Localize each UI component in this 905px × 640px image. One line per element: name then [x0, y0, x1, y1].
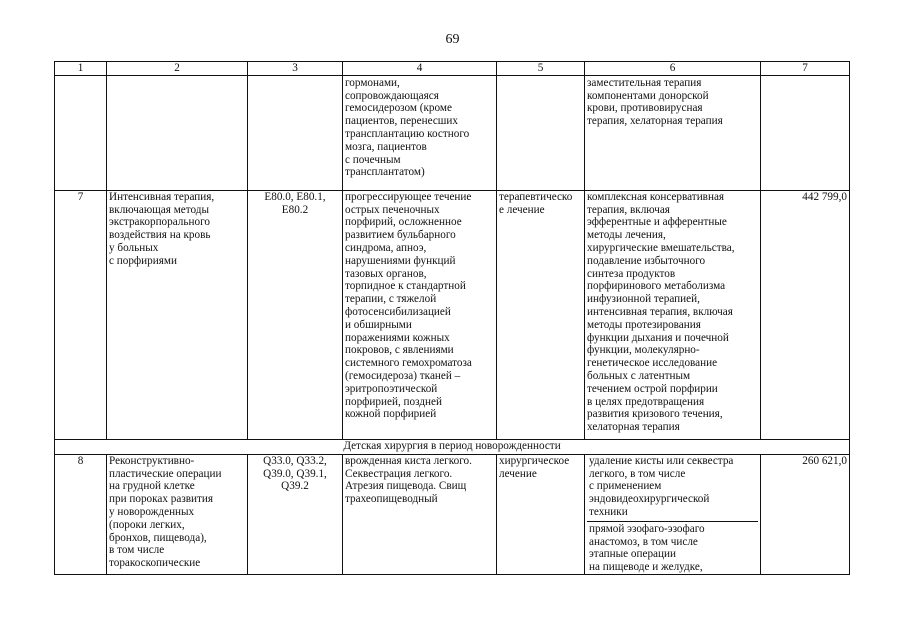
- column-header: 2: [107, 62, 248, 76]
- table-row: [55, 454, 850, 574]
- row-number: [55, 75, 107, 190]
- care-name: [107, 75, 248, 190]
- patient-model: гормонами, сопровождающаяся гемосидерозом (кроме пациентов, перенесших трансплантацию костного мозга, пациентов с почечным трансплантатом): [343, 75, 497, 190]
- treatment-method: заместительная терапия компонентами донорской крови, противовирусная терапия, хелаторная терапия: [585, 75, 761, 190]
- patient-model: врожденная киста легкого. Секвестрация легкого. Атрезия пищевода. Свищ трахеопищеводный: [343, 454, 497, 574]
- table-row: [55, 190, 850, 439]
- treatment-type: хирургическое лечение: [497, 454, 585, 574]
- treatment-method: комплексная консервативная терапия, включая эфферентные и афферентные методы лечения, хирургические вмешательства, подавление избыточного синтеза продуктов порфиринового метаболизма инфузионной терапией, интенсивная терапия, включая методы протезирования функции дыхания и почечной функции, молекулярно- генетическое исследование больных с латентным течением острой порфирии в целях предотвращения развития кризового течения, хелаторная терапия: [585, 190, 761, 439]
- cost-value: 260 621,0: [761, 454, 850, 574]
- treatment-type: [497, 75, 585, 190]
- medical-care-table: [54, 61, 850, 575]
- row-number: 7: [55, 190, 107, 439]
- column-header: 7: [761, 62, 850, 76]
- section-row: [55, 439, 850, 454]
- column-header: 5: [497, 62, 585, 76]
- cost-value: [761, 75, 850, 190]
- care-name: Интенсивная терапия, включающая методы экстракорпорального воздействия на кровь у больных с порфириями: [107, 190, 248, 439]
- column-header: 3: [248, 62, 343, 76]
- icd-codes: Q33.0, Q33.2, Q39.0, Q39.1, Q39.2: [248, 454, 343, 574]
- patient-model: прогрессирующее течение острых печеночных порфирий, осложненное развитием бульбарного синдрома, апноэ, нарушениями функций тазовых органов, торпидное к стандартной терапии, с тяжелой фотосенсибилизацией и обширными поражениями кожных покровов, с явлениями системного гемохроматоза (гемосидероза) тканей – эритропоэтической порфирией, поздней кожной порфирией: [343, 190, 497, 439]
- cost-value: 442 799,0: [761, 190, 850, 439]
- treatment-method: удаление кисты или секвестра легкого, в том числе с применением эндовидеохирургической техники: [587, 455, 758, 522]
- column-header: 6: [585, 62, 761, 76]
- column-header: 1: [55, 62, 107, 76]
- treatment-type: терапевтическо е лечение: [497, 190, 585, 439]
- treatment-method: прямой эзофаго-эзофаго анастомоз, в том числе этапные операции на пищеводе и желудке,: [589, 522, 705, 574]
- column-number-row: [55, 62, 850, 76]
- page-number: 69: [445, 32, 460, 47]
- row-number: 8: [55, 454, 107, 574]
- icd-codes: [248, 75, 343, 190]
- care-name: Реконструктивно- пластические операции на грудной клетке при пороках развития у новорожденных (пороки легких, бронхов, пищевода), в том числе торакоскопические: [107, 454, 248, 574]
- icd-codes: E80.0, E80.1, E80.2: [248, 190, 343, 439]
- table-row: [55, 75, 850, 190]
- treatment-method-cell: [585, 454, 761, 574]
- column-header: 4: [343, 62, 497, 76]
- section-title: Детская хирургия в период новорожденности: [55, 439, 850, 454]
